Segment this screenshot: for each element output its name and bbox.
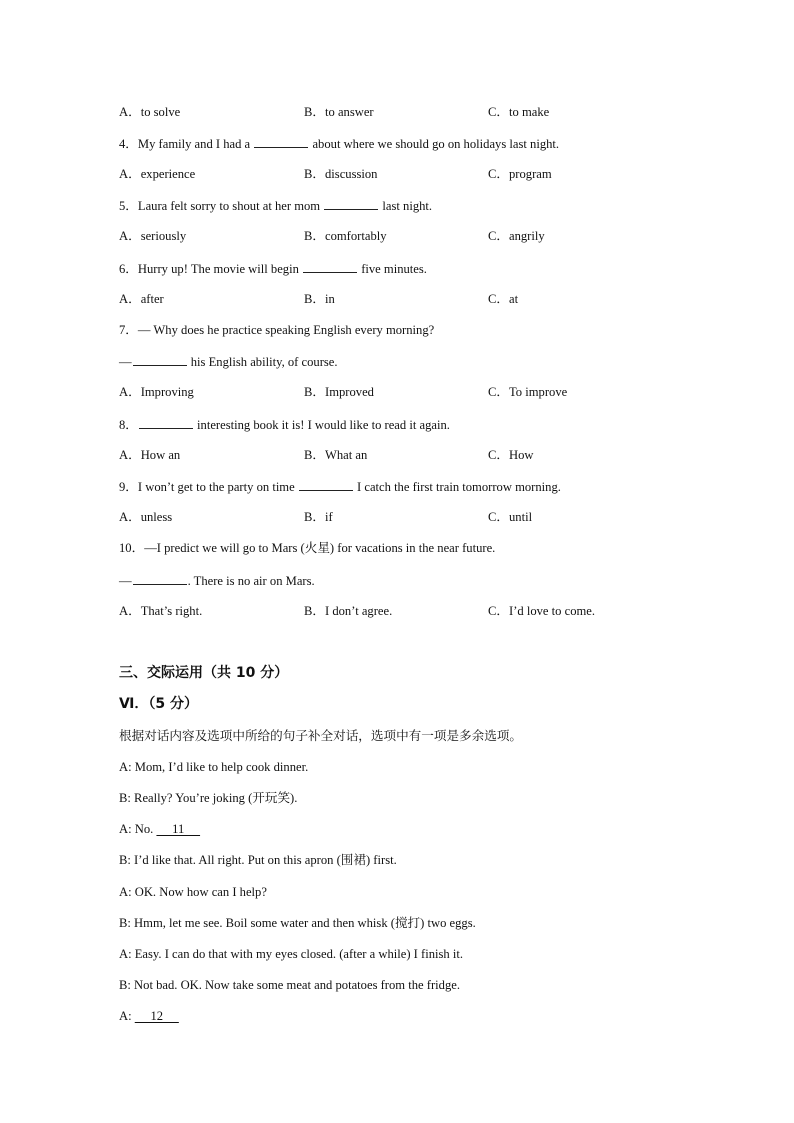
- q7-option-a: A．Improving: [119, 385, 194, 399]
- q10-option-a: A．That’s right.: [119, 604, 203, 618]
- q9-blank: [299, 478, 353, 491]
- question-10-response: [119, 572, 315, 589]
- part-title: Ⅵ．（5 分）: [119, 696, 199, 712]
- q5-blank: [324, 197, 378, 210]
- q9-option-a: A．unless: [119, 510, 173, 524]
- q10-option-c: C．I’d love to come.: [488, 604, 596, 618]
- q4-text-after: about where we should go on holidays last night.: [309, 137, 560, 151]
- q4-option-c: C．program: [488, 167, 552, 181]
- instruction-text: 根据对话内容及选项中所给的句子补全对话，选项中有一项是多余选项。: [119, 728, 522, 743]
- question-7: 7．— Why does he practice speaking English every morning?: [119, 323, 435, 337]
- q10-blank: [133, 572, 187, 585]
- q3-option-a: A．to solve: [119, 105, 181, 119]
- q4-blank: [254, 135, 308, 148]
- q6-option-b: B．in: [304, 292, 335, 306]
- q8-option-b: B．What an: [304, 448, 368, 462]
- dialogue-line-4: B: I’d like that. All right. Put on this apron (围裙) first.: [119, 853, 397, 867]
- q9-option-c: C．until: [488, 510, 533, 524]
- q8-text-after: interesting book it is! I would like to read it again.: [193, 418, 450, 432]
- dialogue-line-8: B: Not bad. OK. Now take some meat and potatoes from the fridge.: [119, 978, 460, 992]
- question-4: [119, 135, 559, 152]
- dialogue-line-9-speaker: A:: [119, 1009, 135, 1023]
- q6-option-a: A．after: [119, 292, 164, 306]
- q8-option-c: C．How: [488, 448, 534, 462]
- q9-option-b: B．if: [304, 510, 333, 524]
- q7-option-c: C．To improve: [488, 385, 568, 399]
- section-title: 三、交际运用（共 10 分）: [119, 665, 289, 681]
- q5-text-before: 5．Laura felt sorry to shout at her mom: [119, 199, 324, 213]
- question-10: 10．—I predict we will go to Mars (火星) for vacations in the near future.: [119, 541, 496, 555]
- q10-option-b: B．I don’t agree.: [304, 604, 393, 618]
- dialogue-line-5: A: OK. Now how can I help?: [119, 885, 267, 899]
- q7-blank: [133, 353, 187, 366]
- q6-text-before: 6．Hurry up! The movie will begin: [119, 262, 303, 276]
- q5-option-b: B．comfortably: [304, 229, 387, 243]
- q6-text-after: five minutes.: [358, 262, 427, 276]
- question-8: [119, 416, 450, 433]
- q8-blank: [139, 416, 193, 429]
- question-7-response: [119, 353, 338, 370]
- blank-11: 11: [156, 822, 201, 836]
- question-9: [119, 478, 561, 495]
- dialogue-line-3-speaker: A: No.: [119, 822, 157, 836]
- q4-text-before: 4．My family and I had a: [119, 137, 254, 151]
- q5-option-c: C．angrily: [488, 229, 545, 243]
- dialogue-line-9: [119, 1008, 179, 1024]
- q6-blank: [303, 260, 357, 273]
- question-5: [119, 197, 432, 214]
- q5-option-a: A．seriously: [119, 229, 187, 243]
- q8-number: 8．: [119, 418, 138, 432]
- q7-dash: —: [119, 355, 132, 369]
- q9-text-before: 9．I won’t get to the party on time: [119, 480, 298, 494]
- q3-option-b: B．to answer: [304, 105, 374, 119]
- dialogue-line-3: [119, 821, 200, 837]
- dialogue-line-2: B: Really? You’re joking (开玩笑).: [119, 791, 298, 805]
- dialogue-line-6: B: Hmm, let me see. Boil some water and then whisk (搅打) two eggs.: [119, 916, 476, 930]
- blank-12: 12: [134, 1009, 179, 1023]
- q3-option-c: C．to make: [488, 105, 550, 119]
- q7-option-b: B．Improved: [304, 385, 374, 399]
- q10-dash: —: [119, 574, 132, 588]
- question-6: [119, 260, 427, 277]
- dialogue-line-7: A: Easy. I can do that with my eyes closed. (after a while) I finish it.: [119, 947, 464, 961]
- dialogue-line-1: A: Mom, I’d like to help cook dinner.: [119, 760, 309, 774]
- q9-text-after: I catch the first train tomorrow morning.: [353, 480, 561, 494]
- q5-text-after: last night.: [379, 199, 433, 213]
- q6-option-c: C．at: [488, 292, 519, 306]
- q10-text-after: . There is no air on Mars.: [187, 574, 315, 588]
- q8-option-a: A．How an: [119, 448, 181, 462]
- q4-option-b: B．discussion: [304, 167, 378, 181]
- q4-option-a: A．experience: [119, 167, 196, 181]
- q7-text-after: his English ability, of course.: [187, 355, 338, 369]
